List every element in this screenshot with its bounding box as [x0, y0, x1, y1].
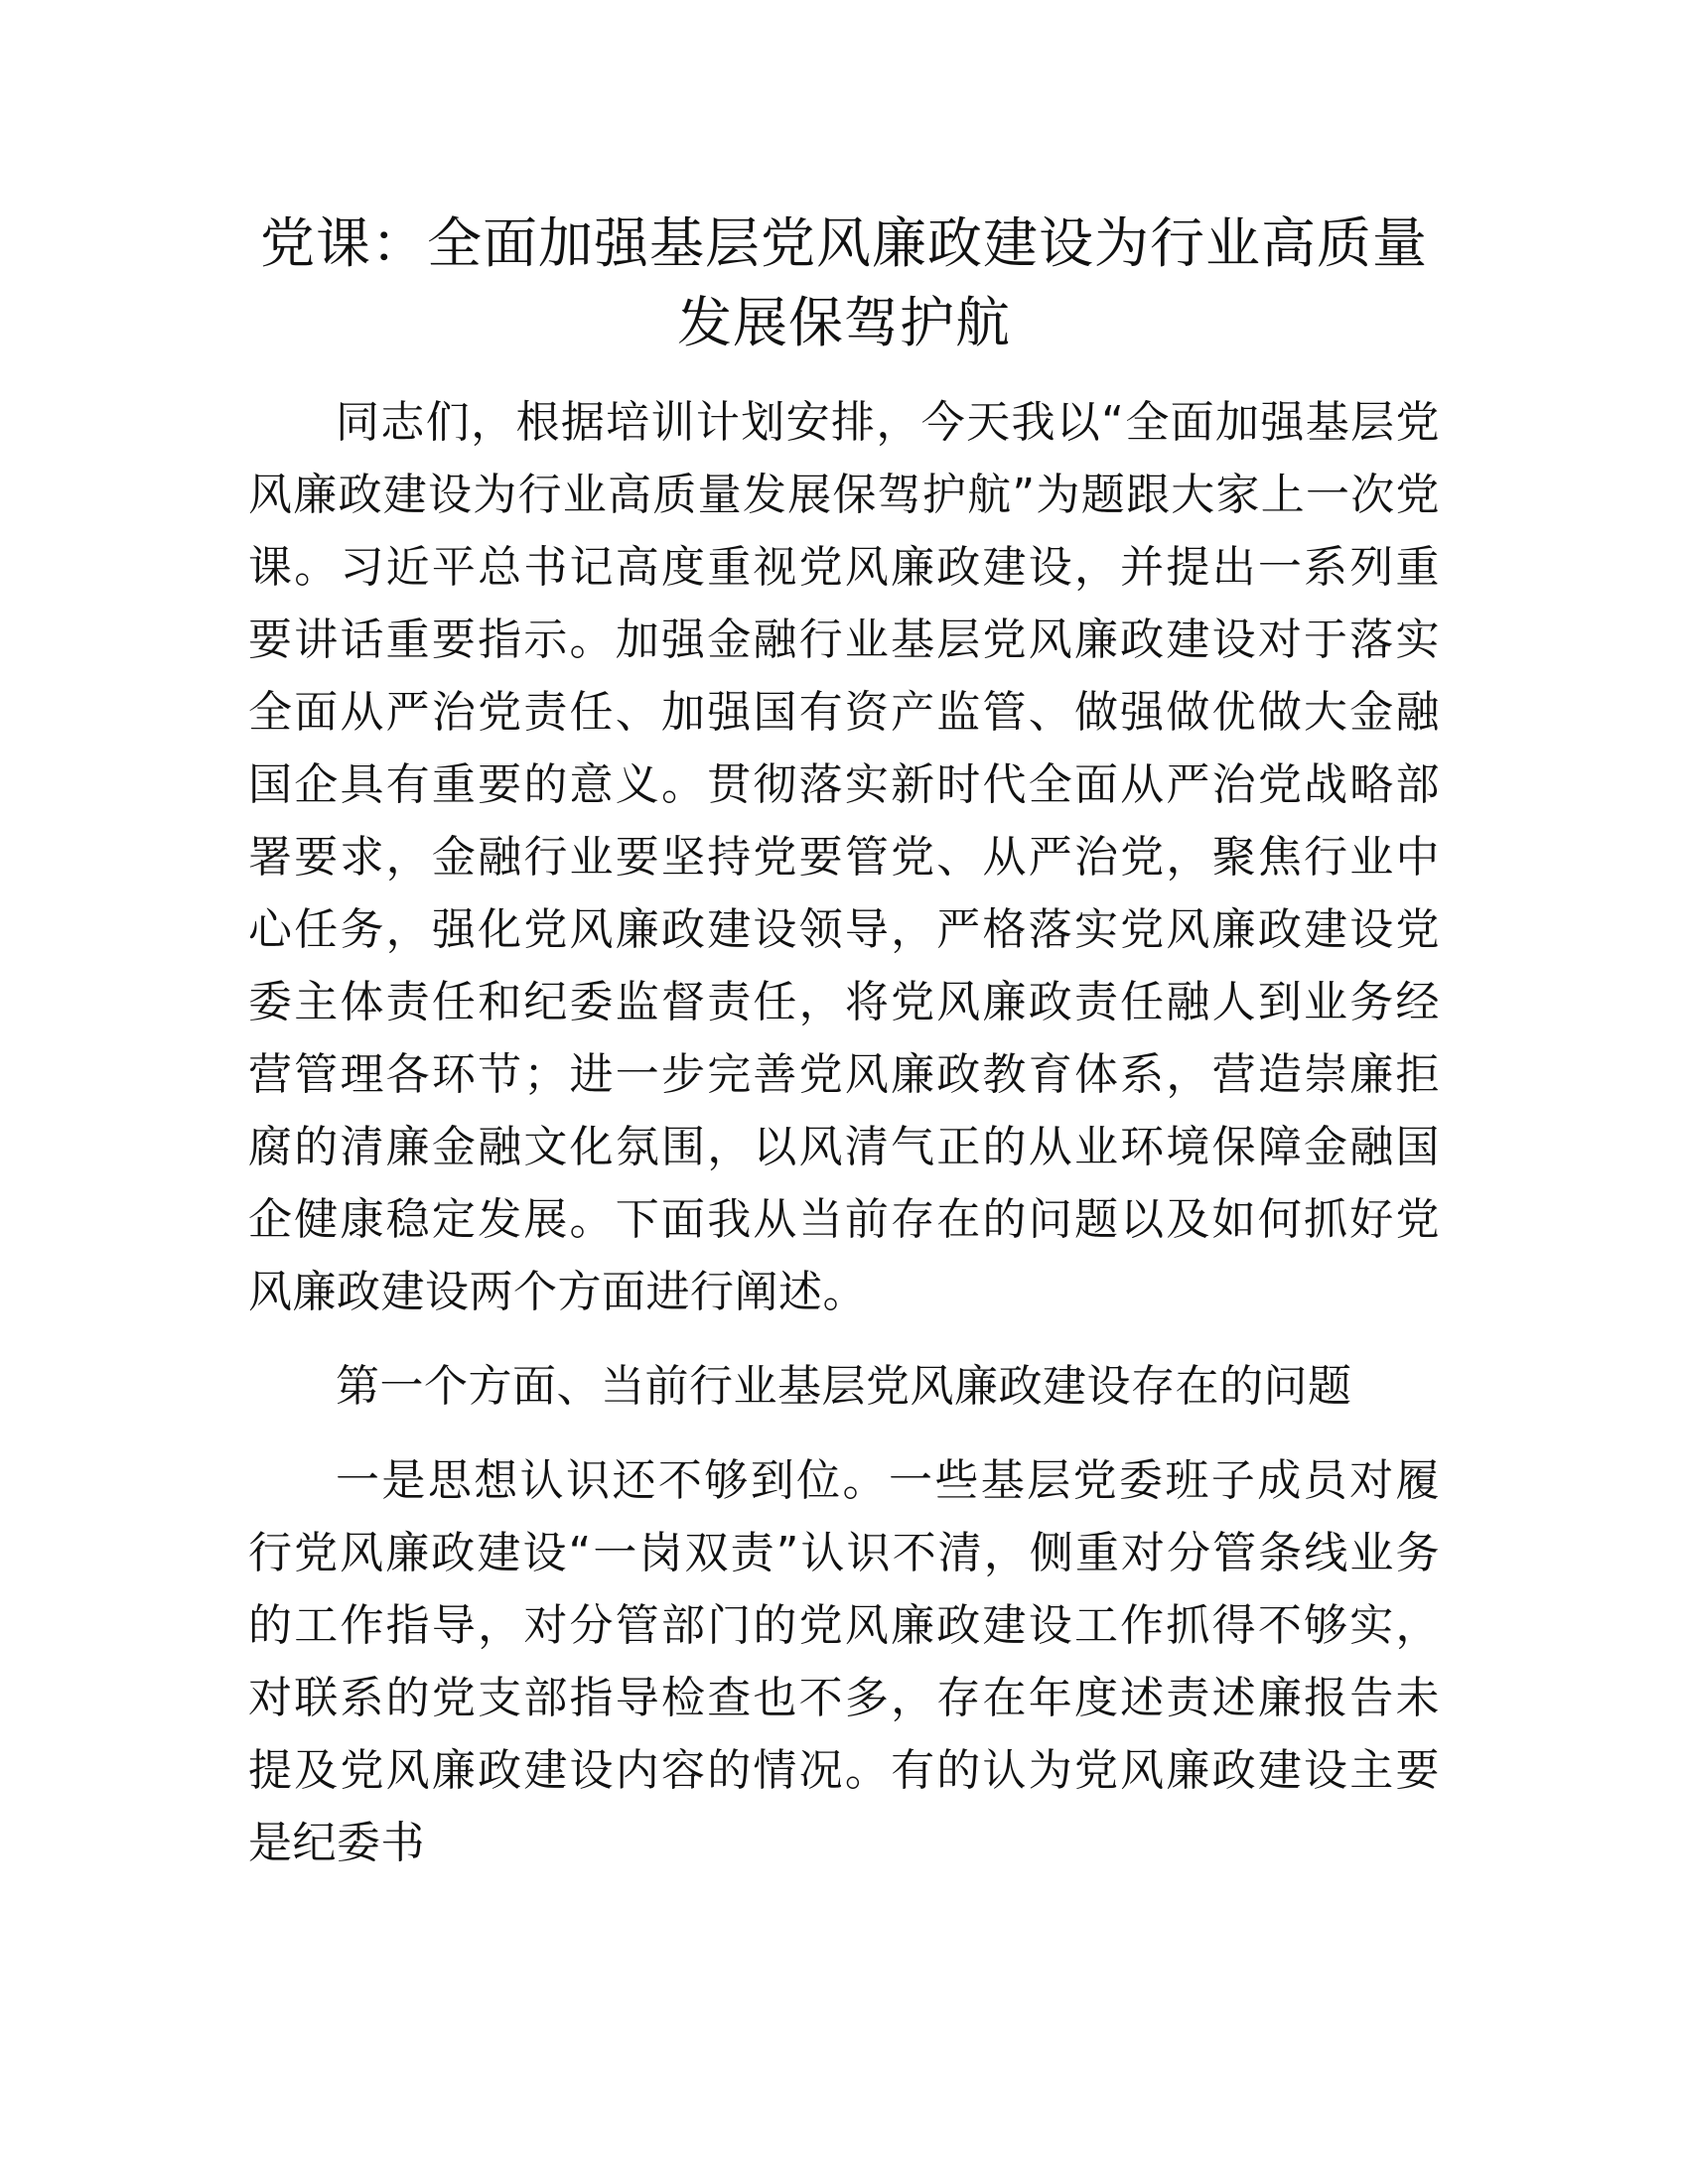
document-title: 党课：全面加强基层党风廉政建设为行业高质量发展保驾护航 — [259, 211, 1428, 354]
document-body — [248, 204, 1440, 1879]
point-one-paragraph: 一是思想认识还不够到位。一些基层党委班子成员对履行党风廉政建设“一岗双责”认识不清，侧重对分管条线业务的工作指导，对分管部门的党风廉政建设工作抓得不够实，对联系的党支部指导检查也不多，存在年度述责述廉报告未提及党风廉政建设内容的情况。有的认为党风廉政建设主要是纪委书 — [248, 1455, 1440, 1868]
intro-paragraph: 同志们，根据培训计划安排，今天我以“全面加强基层党风廉政建设为行业高质量发展保驾护航”为题跟大家上一次党课。习近平总书记高度重视党风廉政建设，并提出一系列重要讲话重要指示。加强金融行业基层党风廉政建设对于落实全面从严治党责任、加强国有资产监管、做强做优做大金融国企具有重要的意义。贯彻落实新时代全面从严治党战略部署要求，金融行业要坚持党要管党、从严治党，聚焦行业中心任务，强化党风廉政建设领导，严格落实党风廉政建设党委主体责任和纪委监督责任，将党风廉政责任融人到业务经营管理各环节；进一步完善党风廉政教育体系，营造崇廉拒腐的清廉金融文化氛围，以风清气正的从业环境保障金融国企健康稳定发展。下面我从当前存在的问题以及如何抓好党风廉政建设两个方面进行阐述。 — [248, 397, 1440, 1317]
section-heading-paragraph: 第一个方面、当前行业基层党风廉政建设存在的问题 — [336, 1361, 1352, 1412]
